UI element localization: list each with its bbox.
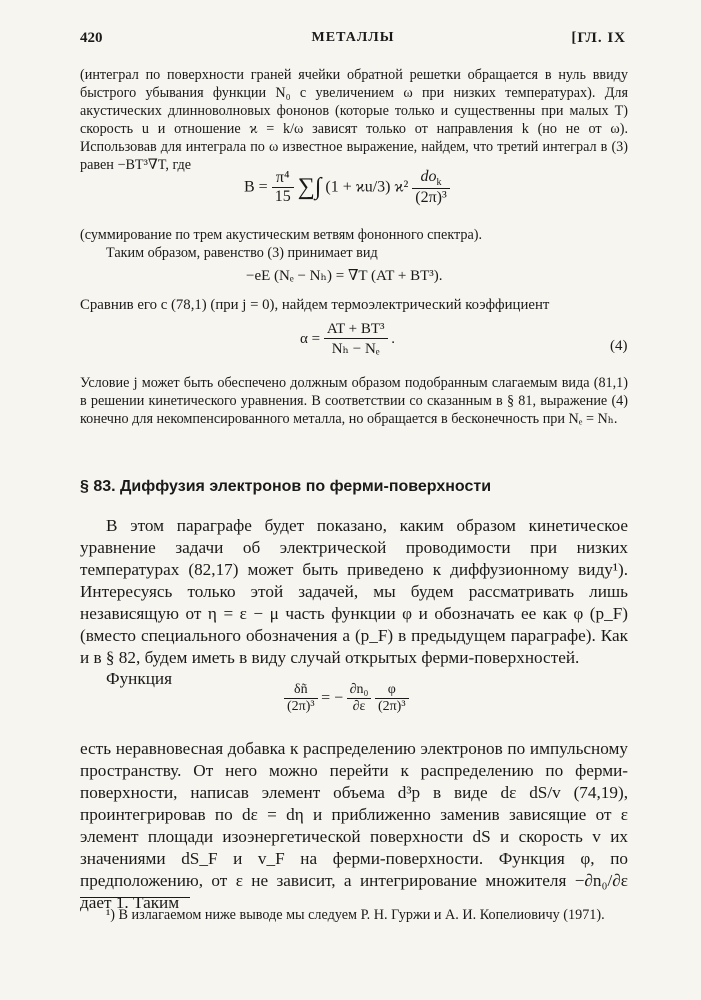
footnote: ¹) В излагаемом ниже выводе мы следуем Р. Н. Гуржи и А. И. Копелиовичу (1971). (106, 907, 605, 923)
eq-B-measure: $\frac{do_k}{\text{(2π)³}}$ (412, 168, 450, 207)
eq-B-kappa: ϰ² (394, 178, 409, 196)
section-paragraph: В этом параграфе будет показано, каким образом кинетическое уравнение задачи об электрической проводимости при низких температурах (82,17) может быть приведено к диффузионному виду¹). Интересуясь только этой задачей, мы будем рассматривать лишь независящую от η = ε − μ часть функции φ и обозначать ее как φ (p_F) (вместо специального обозначения a (p_F) в предыдущем параграфе). Как и в § 82, будем иметь в виду случай открытых ферми-поверхностей. (80, 516, 628, 667)
eq4-fraction: $\frac{\text{AT + BT³}}{\text{Nₕ − Nₑ}}$ (324, 321, 388, 358)
after-B-text: (суммирование по трем акустическим ветвям фононного спектра). (80, 227, 483, 243)
eq-B-sum: ∑∫ (297, 174, 322, 201)
footnote-divider (80, 897, 190, 898)
equation-2: −eE (Nₑ − Nₕ) = ∇T (AT + BT³). (246, 268, 443, 284)
compare-text: Сравнив его с (78,1) (при j = 0), найдем термоэлектрический коэффициент (80, 297, 550, 313)
page-number: 420 (80, 30, 103, 46)
eq-B-paren: (1 + ϰu/3) (325, 178, 391, 196)
equation-4-number: (4) (610, 338, 628, 354)
closing-paragraph: есть неравновесная добавка к распределению электронов по импульсному пространству. От него можно перейти к распределению по ферми-поверхности, написав элемент объема d³p в виде dε dS/v (74,19), проинтегрировав по dε = dη и приближенно заменив зависящие от ε элемент площади изоэнергетической поверхности dS и скорость v их значениями dS_F и v_F на ферми-поверхности. Функция φ, по предположению, от ε не зависит, а интегрирование множителя −∂n₀/∂ε дает 1. Таким (80, 739, 628, 912)
eq-B-lhs: B = (244, 178, 268, 196)
top-paragraph: (интеграл по поверхности граней ячейки обратной решетки обращается в нуль ввиду быстрого убывания функции N₀ с увеличением ω при низких температурах). Для акустических длинноволновых фононов (которые только и существенны при малых T) скорость u и отношение ϰ = k/ω зависят только от направления k (но не от ω). Использовав для интеграла по ω известное выражение, найдем, что третий интеграл в (3) равен −BT³∇T, где (80, 67, 628, 173)
chapter-label: [ГЛ. IX (571, 30, 626, 46)
condition-paragraph: Условие j может быть обеспечено должным образом подобранным слагаемым вида (81,1) в решении кинетического уравнения. В соответствии со сказанным в § 81, выражение (4) конечно для некомпенсированного металла, но обращается в бесконечность при Nₑ = Nₕ. (80, 375, 628, 427)
equation-5: $\frac{\delta ñ}{\text{(2π)³}}$ = − $\frac{\text{∂n₀}}{\partial\varepsilon}$ $\frac{\varphi}{\text{(2π)³}}$ (284, 682, 409, 715)
running-header (80, 30, 626, 52)
function-word: Функция (106, 669, 173, 688)
thus-text: Таким образом, равенство (3) принимает вид (106, 245, 378, 261)
equation-B (244, 168, 450, 207)
section-title: § 83. Диффузия электронов по ферми-поверхности (80, 478, 492, 495)
eq-B-coef: $\frac{\text{π⁴}}{15}$ (272, 169, 294, 206)
running-title: МЕТАЛЛЫ (311, 30, 395, 45)
equation-4: α = $\frac{\text{AT + BT³}}{\text{Nₕ − Nₑ}}$ . (300, 321, 396, 357)
